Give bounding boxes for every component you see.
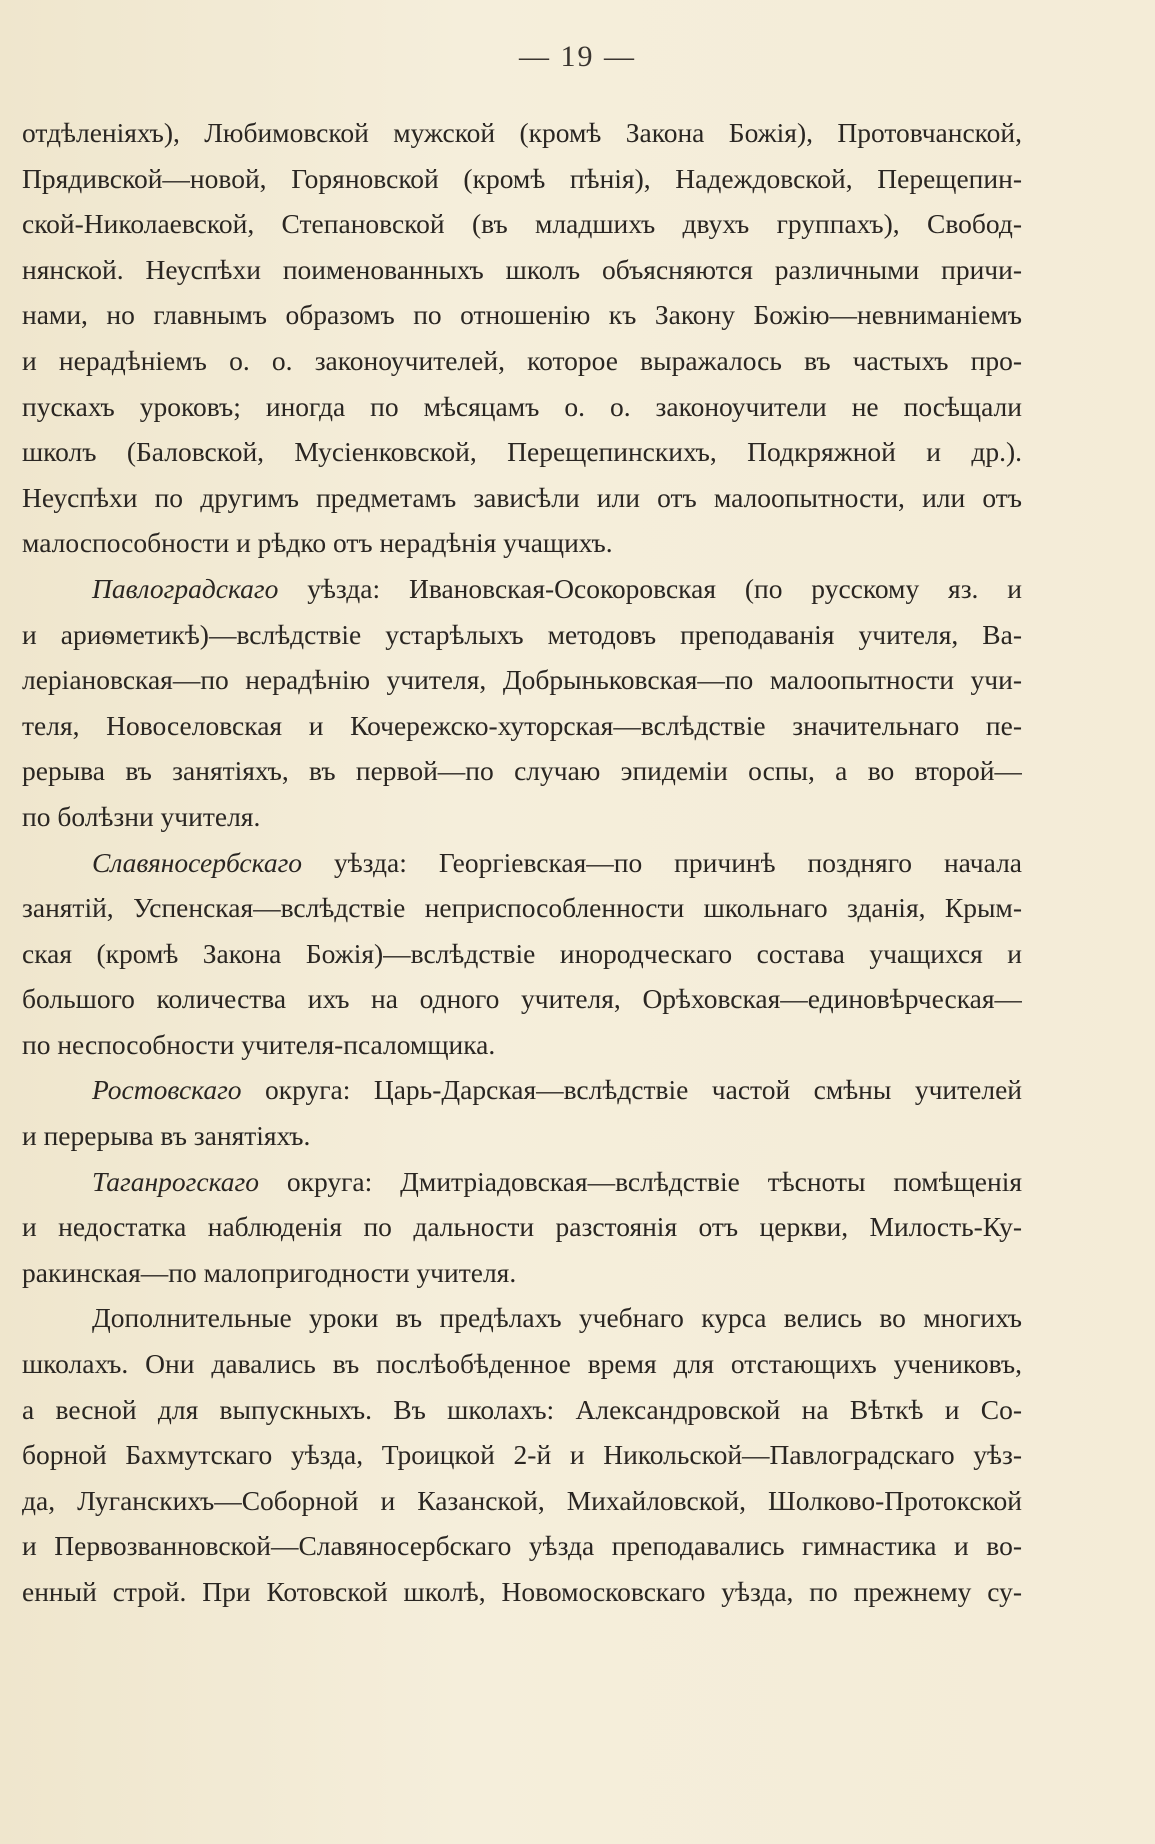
text-line: и нерадѣніемъ о. о. законоучителей, которое выражалось въ частыхъ про- bbox=[22, 344, 1022, 376]
line-rest: уѣзда: Георгіевская—по причинѣ поздняго начала bbox=[334, 846, 1022, 878]
text-line: Дополнительные уроки въ предѣлахъ учебнаго курса велись во многихъ bbox=[92, 1302, 1022, 1334]
text-line: и ариѳметикѣ)—вслѣдствіе устарѣлыхъ методовъ преподаванія учителя, Ва- bbox=[22, 618, 1022, 650]
text-line: Неуспѣхи по другимъ предметамъ зависѣли или отъ малоопытности, или отъ bbox=[22, 481, 1022, 513]
text-line: по болѣзни учителя. bbox=[22, 800, 261, 832]
line-rest: округа: Царь-Дарская—вслѣдствіе частой смѣны учителей bbox=[265, 1074, 1022, 1106]
text-line: ская (кромѣ Закона Божія)—вслѣдствіе инородческаго состава учащихся и bbox=[22, 937, 1022, 969]
district-name: Таганрогскаго bbox=[92, 1165, 260, 1197]
text-line: ской-Николаевской, Степановской (въ младшихъ двухъ группахъ), Свобод- bbox=[22, 208, 1022, 240]
text-line bbox=[22, 1159, 1022, 1205]
text-line bbox=[22, 840, 1022, 886]
district-name: Ростовскаго bbox=[92, 1074, 242, 1106]
text-line: по неспособности учителя-псаломщика. bbox=[22, 1028, 496, 1060]
text-line bbox=[22, 1067, 1022, 1113]
page-number: — 19 — bbox=[519, 40, 636, 73]
text-line: и недостатка наблюденія по дальности разстоянія отъ церкви, Милость-Ку- bbox=[22, 1211, 1022, 1243]
text-line: леріановская—по нерадѣнію учителя, Добрыньковская—по малоопытности учи- bbox=[22, 664, 1022, 696]
text-line: занятій, Успенская—вслѣдствіе неприспособленности школьнаго зданія, Крым- bbox=[22, 892, 1022, 924]
line-rest: уѣзда: Ивановская-Осокоровская (по русскому яз. и bbox=[307, 572, 1022, 604]
text-line: школахъ. Они давались въ послѣобѣденное время для отстающихъ учениковъ, bbox=[22, 1348, 1022, 1380]
text-line: теля, Новоселовская и Кочережско-хуторская—вслѣдствіе значительнаго пе- bbox=[22, 709, 1022, 741]
text-line: нами, но главнымъ образомъ по отношенію къ Закону Божію—невниманіемъ bbox=[22, 299, 1022, 331]
text-line: и Первозванновской—Славяносербскаго уѣзда преподавались гимнастика и во- bbox=[22, 1530, 1022, 1562]
text-line: пускахъ уроковъ; иногда по мѣсяцамъ о. о. законоучители не посѣщали bbox=[22, 390, 1022, 422]
district-name: Павлоградскаго bbox=[92, 572, 279, 604]
text-line: енный строй. При Котовской школѣ, Новомосковскаго уѣзда, по прежнему су- bbox=[22, 1576, 1022, 1607]
text-line: и перерыва въ занятіяхъ. bbox=[22, 1120, 311, 1152]
text-line: да, Луганскихъ—Соборной и Казанской, Михайловской, Шолково-Протокской bbox=[22, 1484, 1022, 1516]
district-name: Славяносербскаго bbox=[92, 846, 303, 878]
text-line: а весной для выпускныхъ. Въ школахъ: Александровской на Вѣткѣ и Со- bbox=[22, 1393, 1022, 1425]
text-line: школъ (Баловской, Мусіенковской, Перещепинскихъ, Подкряжной и др.). bbox=[22, 436, 1022, 468]
text-line: Прядивской—новой, Горяновской (кромѣ пѣнія), Надеждовской, Перещепин- bbox=[22, 162, 1022, 194]
text-line: борной Бахмутскаго уѣзда, Троицкой 2-й и Никольской—Павлоградскаго уѣз- bbox=[22, 1439, 1022, 1471]
text-line: отдѣленіяхъ), Любимовской мужской (кромѣ Закона Божія), Протовчанской, bbox=[22, 117, 1022, 148]
text-line: ракинская—по малопригодности учителя. bbox=[22, 1256, 517, 1288]
text-line: рерыва въ занятіяхъ, въ первой—по случаю эпидеміи оспы, а во второй— bbox=[22, 755, 1022, 787]
text-line bbox=[22, 566, 1022, 612]
text-line: малоспособности и рѣдко отъ нерадѣнія учащихъ. bbox=[22, 527, 613, 559]
body-text bbox=[22, 110, 1022, 1615]
line-rest: округа: Дмитріадовская—вслѣдствіе тѣсноты помѣщенія bbox=[286, 1165, 1022, 1197]
text-line: нянской. Неуспѣхи поименованныхъ школъ объясняются различными причи- bbox=[22, 253, 1022, 285]
text-line: большого количества ихъ на одного учителя, Орѣховская—единовѣрческая— bbox=[22, 983, 1022, 1015]
